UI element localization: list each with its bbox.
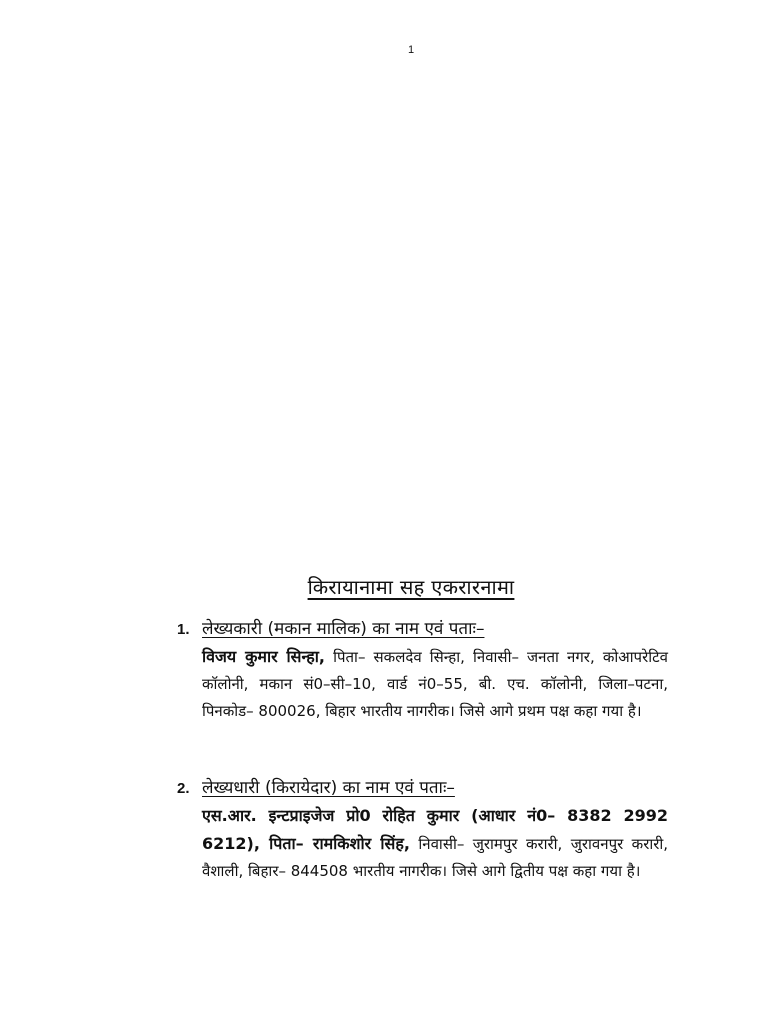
section-heading-text: लेख्यकारी (मकान मालिक) का नाम एवं पताः–	[202, 619, 485, 639]
party-name: एस.आर. इन्टप्राइजेज प्रो0 रोहित कुमार (आधार नं0– 8382 2992 6212), पिता– रामकिशोर सिंह,	[202, 806, 668, 853]
section-heading-text: लेख्यधारी (किरायेदार) का नाम एवं पताः–	[202, 778, 455, 798]
document-title: किरायानामा सह एकरारनामा	[307, 575, 515, 599]
section-heading	[177, 775, 668, 802]
party-address: पिता– सकलदेव सिन्हा, निवासी– जनता नगर, कोआपरेटिव कॉलोनी, मकान सं0–सी–10, वार्ड नं0–55, बी. एच. कॉलोनी, जिला–पटना, पिनकोड– 800026, बिहार भारतीय नागरीक। जिसे आगे प्रथम पक्ष कहा गया है।	[202, 648, 668, 720]
party-section-first	[177, 616, 668, 725]
party-details	[202, 802, 668, 885]
party-details	[202, 643, 668, 725]
party-name: विजय कुमार सिन्हा,	[202, 647, 325, 666]
party-address: निवासी– जुरामपुर करारी, जुरावनपुर करारी, वैशाली, बिहार– 844508 भारतीय नागरीक। जिसे आगे द्वितीय पक्ष कहा गया है।	[202, 835, 668, 880]
section-number: 2.	[177, 780, 190, 797]
party-section-second	[177, 775, 668, 885]
page-number: 1	[407, 44, 415, 56]
section-number: 1.	[177, 621, 190, 638]
section-heading	[177, 616, 668, 643]
